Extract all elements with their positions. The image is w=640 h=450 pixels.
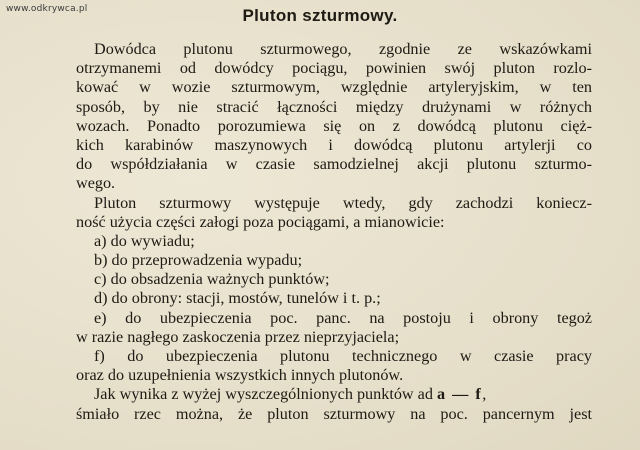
- watermark: www.odkrywca.pl: [6, 4, 88, 14]
- list-item: a) do wywiadu;: [94, 231, 195, 250]
- text-line: Pluton szturmowy występuje wtedy, gdy zachodzi koniecz-: [94, 193, 592, 212]
- text-run: ,: [482, 385, 487, 404]
- text-line: sposób, by nie stracić łączności między drużynami w różnych: [76, 97, 592, 116]
- text-line: śmiało rzec można, że pluton szturmowy na poc. pancernym jest: [76, 404, 592, 423]
- text-line: wego.: [76, 174, 116, 193]
- list-item: e) do ubezpieczenia poc. panc. na postoju i obrony tegoż: [94, 308, 592, 327]
- text-line: kować w wozie szturmowym, względnie artyleryjskim, w ten: [76, 78, 592, 97]
- text-line: kich karabinów maszynowych i dowódcą plutonu artylerji co: [76, 135, 592, 154]
- text-line: ność użycia części załogi poza pociągami, a mianowicie:: [76, 212, 445, 231]
- text-run: Jak wynika z wyżej wyszczególnionych punktów ad: [94, 385, 433, 404]
- bold-range: a — f: [437, 385, 483, 404]
- list-item: f) do ubezpieczenia plutonu technicznego w czasie pracy: [94, 347, 592, 365]
- text-line: wozach. Ponadto porozumiewa się on z dowódcą plutonu cięż-: [76, 116, 592, 135]
- text-line: [76, 385, 592, 404]
- text-line: oraz do uzupełnienia wszystkich innych plutonów.: [76, 366, 404, 385]
- list-item: d) do obrony: stacji, mostów, tunelów i t. p.;: [94, 289, 381, 308]
- list-item: c) do obsadzenia ważnych punktów;: [94, 270, 330, 289]
- body-text: [76, 40, 592, 424]
- text-line: Dowódca plutonu szturmowego, zgodnie ze wskazówkami: [94, 40, 592, 58]
- section-heading: Pluton szturmowy.: [242, 6, 398, 25]
- text-line: do współdziałania w czasie samodzielnej akcji plutonu szturmo-: [76, 155, 592, 174]
- text-line: otrzymanemi od dowódcy pociągu, powinien swój pluton rozlo-: [76, 59, 592, 78]
- list-item: b) do przeprowadzenia wypadu;: [94, 251, 303, 270]
- text-line: w razie nagłego zaskoczenia przez nieprzyjaciela;: [76, 327, 400, 346]
